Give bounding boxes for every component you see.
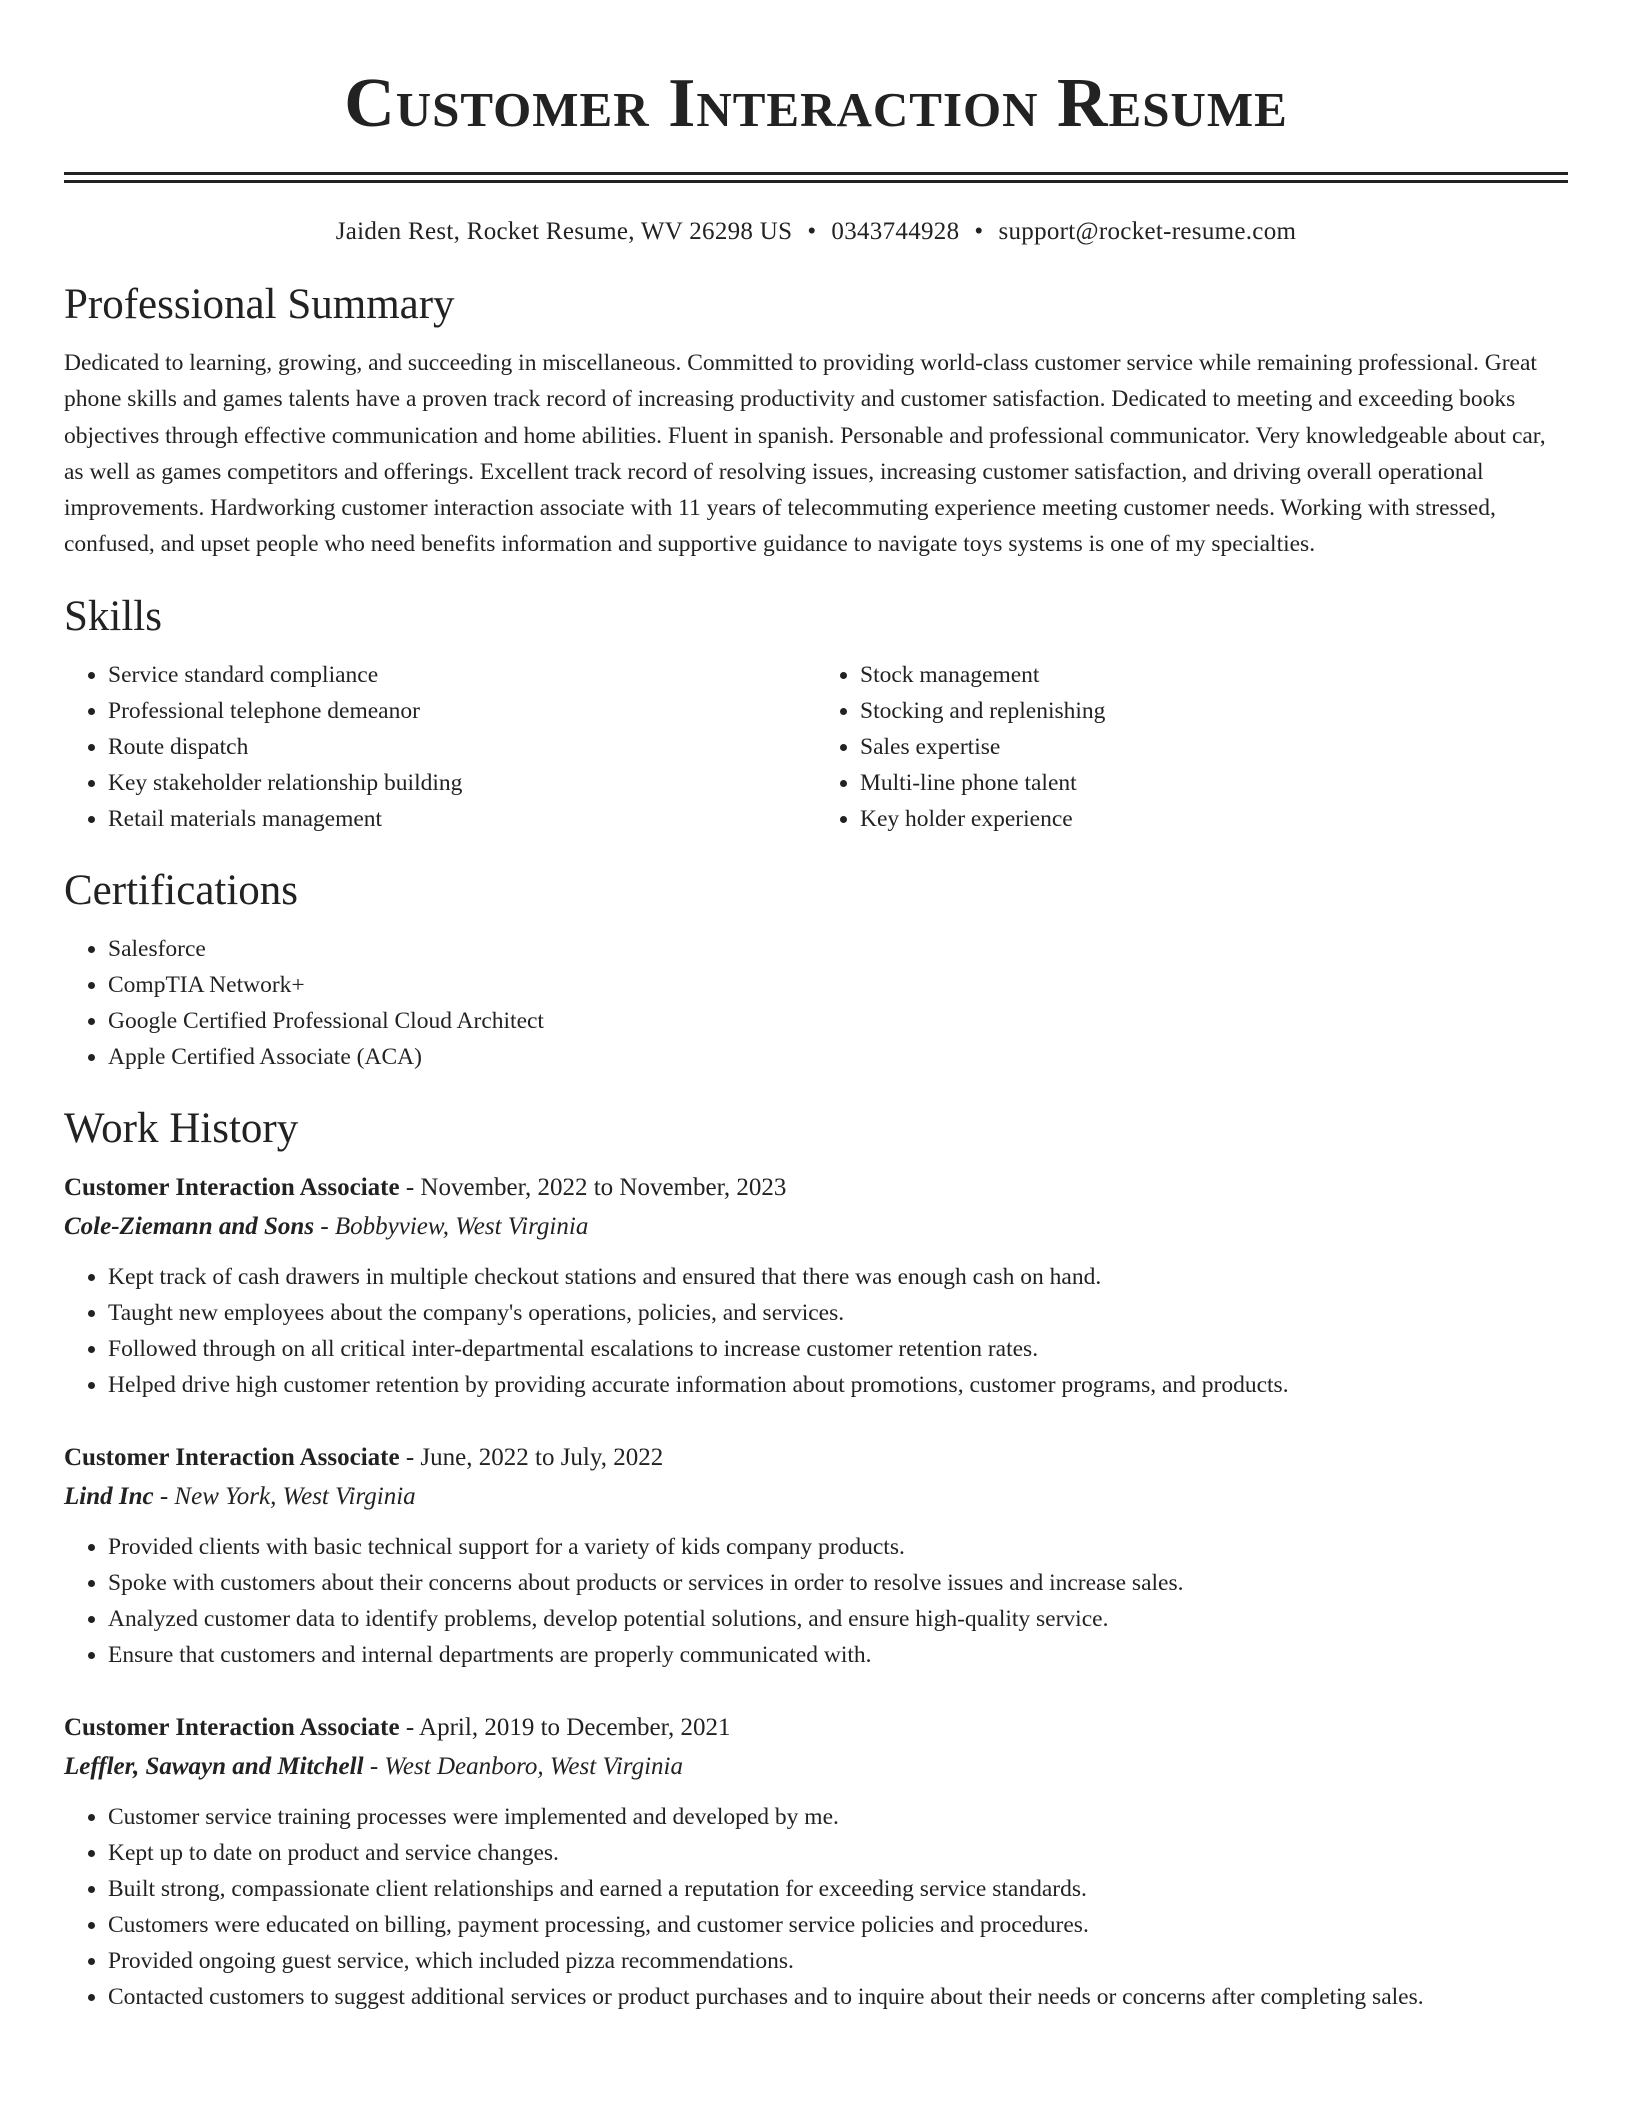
employer-line bbox=[64, 1207, 1568, 1247]
skill-item: • Stocking and replenishing bbox=[860, 693, 1568, 729]
skill-item: • Key stakeholder relationship building bbox=[108, 765, 816, 801]
contact-phone: 0343744928 bbox=[831, 218, 960, 245]
employer-line bbox=[64, 1747, 1568, 1787]
skills-list-left bbox=[64, 657, 816, 837]
duty-item: • Customer service training processes were implemented and developed by me. bbox=[108, 1799, 1568, 1835]
company-location: - Bobbyview, West Virginia bbox=[314, 1212, 589, 1240]
contact-separator: • bbox=[974, 218, 984, 245]
company-name: Cole-Ziemann and Sons bbox=[64, 1212, 315, 1240]
duty-item: • Provided ongoing guest service, which included pizza recommendations. bbox=[108, 1943, 1568, 1979]
duty-item: • Helped drive high customer retention by providing accurate information about promotions, customer programs, and products. bbox=[108, 1367, 1568, 1403]
title-double-rule bbox=[64, 172, 1568, 183]
skills-columns bbox=[64, 657, 1568, 837]
job-dates: - November, 2022 to November, 2023 bbox=[399, 1173, 787, 1201]
skill-item: • Multi-line phone talent bbox=[860, 765, 1568, 801]
summary-heading: Professional Summary bbox=[64, 281, 455, 328]
job-entry bbox=[64, 1439, 1568, 1673]
job-duties-list bbox=[64, 1799, 1568, 2015]
duty-item: • Provided clients with basic technical support for a variety of kids company products. bbox=[108, 1529, 1568, 1565]
certifications-list bbox=[64, 931, 1568, 1075]
duty-item: • Built strong, compassionate client relationships and earned a reputation for exceeding service standards. bbox=[108, 1871, 1568, 1907]
duty-item: • Contacted customers to suggest additional services or product purchases and to inquire about their needs or concerns after completing sales. bbox=[108, 1979, 1568, 2015]
contact-line bbox=[64, 215, 1568, 249]
job-dates: - June, 2022 to July, 2022 bbox=[399, 1443, 664, 1471]
job-entry bbox=[64, 1709, 1568, 2015]
duty-item: • Kept up to date on product and service changes. bbox=[108, 1835, 1568, 1871]
job-duties-list bbox=[64, 1259, 1568, 1403]
skill-item: • Sales expertise bbox=[860, 729, 1568, 765]
employer-line bbox=[64, 1477, 1568, 1517]
job-entry bbox=[64, 1169, 1568, 1403]
work-history-section bbox=[64, 1101, 1568, 2015]
contact-address: Jaiden Rest, Rocket Resume, WV 26298 US bbox=[335, 218, 793, 245]
contact-email: support@rocket-resume.com bbox=[998, 218, 1297, 245]
duty-item: • Analyzed customer data to identify problems, develop potential solutions, and ensure high-quality service. bbox=[108, 1601, 1568, 1637]
skill-item: • Key holder experience bbox=[860, 801, 1568, 837]
certification-item: • Apple Certified Associate (ACA) bbox=[108, 1039, 1568, 1075]
skills-section bbox=[64, 589, 1568, 837]
skills-list-right bbox=[816, 657, 1568, 837]
contact-separator: • bbox=[807, 218, 817, 245]
company-name: Lind Inc bbox=[64, 1482, 154, 1510]
company-name: Leffler, Sawayn and Mitchell bbox=[64, 1752, 364, 1780]
skill-item: • Professional telephone demeanor bbox=[108, 693, 816, 729]
job-title-line bbox=[64, 1709, 1568, 1747]
job-title: Customer Interaction Associate bbox=[64, 1173, 400, 1201]
job-title-line bbox=[64, 1169, 1568, 1207]
company-location: - West Deanboro, West Virginia bbox=[363, 1752, 683, 1780]
resume-title: Customer Interaction Resume bbox=[344, 65, 1288, 142]
duty-item: • Taught new employees about the company's operations, policies, and services. bbox=[108, 1295, 1568, 1331]
certification-item: • Salesforce bbox=[108, 931, 1568, 967]
job-duties-list bbox=[64, 1529, 1568, 1673]
skill-item: • Service standard compliance bbox=[108, 657, 816, 693]
skills-heading: Skills bbox=[64, 592, 162, 640]
certification-item: • CompTIA Network+ bbox=[108, 967, 1568, 1003]
job-title: Customer Interaction Associate bbox=[64, 1713, 400, 1741]
skill-item: • Stock management bbox=[860, 657, 1568, 693]
professional-summary-section bbox=[64, 277, 1568, 563]
duty-item: • Spoke with customers about their concerns about products or services in order to resolve issues and increase sales. bbox=[108, 1565, 1568, 1601]
job-dates: - April, 2019 to December, 2021 bbox=[399, 1713, 731, 1741]
job-title: Customer Interaction Associate bbox=[64, 1443, 400, 1471]
company-location: - New York, West Virginia bbox=[153, 1482, 416, 1510]
skill-item: • Retail materials management bbox=[108, 801, 816, 837]
certifications-section bbox=[64, 863, 1568, 1075]
certification-item: • Google Certified Professional Cloud Architect bbox=[108, 1003, 1568, 1039]
duty-item: • Kept track of cash drawers in multiple checkout stations and ensured that there was enough cash on hand. bbox=[108, 1259, 1568, 1295]
summary-text: Dedicated to learning, growing, and succeeding in miscellaneous. Committed to providing world-class customer service while remaining professional. Great phone skills and games talents have a proven track record of increasing productivity and customer satisfaction. Dedicated to meeting and exceeding books objectives through effective communication and home abilities. Fluent in spanish. Personable and professional communicator. Very knowledgeable about car, as well as games competitors and offerings. Excellent track record of resolving issues, increasing customer satisfaction, and driving overall operational improvements. Hardworking customer interaction associate with 11 years of telecommuting experience meeting customer needs. Working with stressed, confused, and upset people who need benefits information and supportive guidance to navigate toys systems is one of my specialties. bbox=[64, 350, 1546, 558]
duty-item: • Ensure that customers and internal departments are properly communicated with. bbox=[108, 1637, 1568, 1673]
work-history-heading: Work History bbox=[64, 1104, 299, 1152]
skill-item: • Route dispatch bbox=[108, 729, 816, 765]
duty-item: • Customers were educated on billing, payment processing, and customer service policies and procedures. bbox=[108, 1907, 1568, 1943]
certifications-heading: Certifications bbox=[64, 866, 299, 914]
job-title-line bbox=[64, 1439, 1568, 1477]
duty-item: • Followed through on all critical inter-departmental escalations to increase customer retention rates. bbox=[108, 1331, 1568, 1367]
